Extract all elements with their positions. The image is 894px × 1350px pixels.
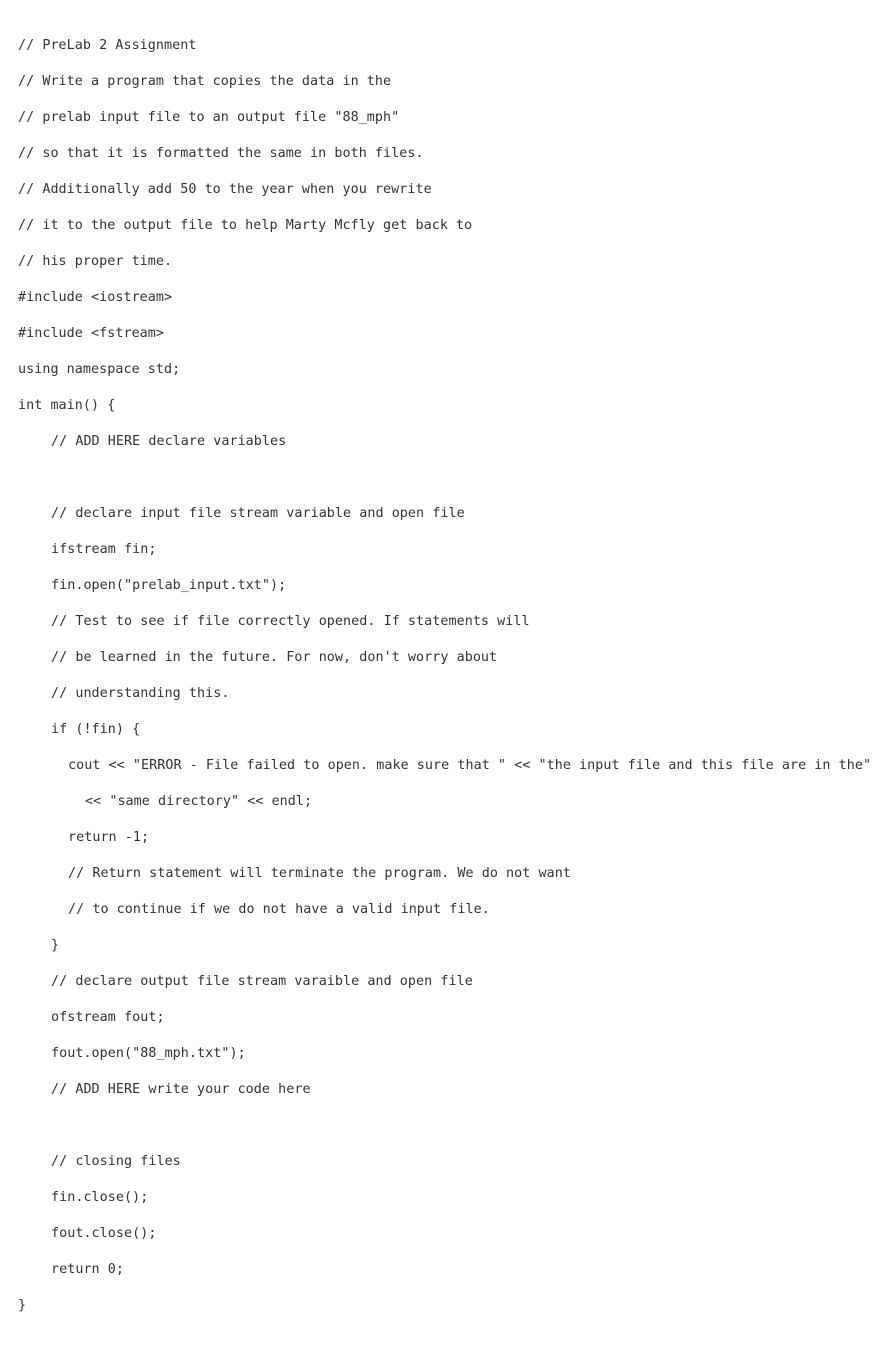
code-line-5: // Additionally add 50 to the year when you rewrite bbox=[18, 182, 432, 197]
code-line-14: // declare input file stream variable and open file bbox=[51, 506, 465, 521]
code-line-32: // closing files bbox=[51, 1154, 181, 1169]
code-line-21: cout << "ERROR - File failed to open. make sure that " << "the input file and this file are in the" bbox=[68, 758, 872, 773]
code-line-11: int main() { bbox=[18, 398, 116, 413]
code-line-13 bbox=[18, 460, 888, 496]
code-line-7: // his proper time. bbox=[18, 254, 173, 269]
code-line-23: return -1; bbox=[68, 830, 150, 845]
code-line-16: fin.open("prelab_input.txt"); bbox=[51, 578, 287, 593]
code-line-10: using namespace std; bbox=[18, 362, 181, 377]
code-line-1: // PreLab 2 Assignment bbox=[18, 38, 197, 53]
code-line-26: } bbox=[51, 938, 60, 953]
code-line-4: // so that it is formatted the same in both files. bbox=[18, 146, 424, 161]
code-line-17: // Test to see if file correctly opened. If statements will bbox=[51, 614, 530, 629]
code-line-34: fout.close(); bbox=[51, 1226, 157, 1241]
code-line-33: fin.close(); bbox=[51, 1190, 149, 1205]
code-line-29: fout.open("88_mph.txt"); bbox=[51, 1046, 246, 1061]
code-line-8: #include <iostream> bbox=[18, 290, 173, 305]
code-line-31 bbox=[18, 1108, 888, 1144]
code-line-9: #include <fstream> bbox=[18, 326, 165, 341]
code-line-20: if (!fin) { bbox=[51, 722, 141, 737]
code-line-30: // ADD HERE write your code here bbox=[51, 1082, 311, 1097]
code-line-36: } bbox=[18, 1298, 27, 1313]
code-listing bbox=[18, 28, 888, 1324]
code-line-28: ofstream fout; bbox=[51, 1010, 165, 1025]
code-line-3: // prelab input file to an output file "88_mph" bbox=[18, 110, 400, 125]
code-line-25: // to continue if we do not have a valid input file. bbox=[68, 902, 490, 917]
code-line-22: << "same directory" << endl; bbox=[85, 794, 313, 809]
code-line-24: // Return statement will terminate the program. We do not want bbox=[68, 866, 571, 881]
code-line-18: // be learned in the future. For now, don't worry about bbox=[51, 650, 498, 665]
code-line-35: return 0; bbox=[51, 1262, 125, 1277]
code-line-27: // declare output file stream varaible and open file bbox=[51, 974, 473, 989]
code-line-6: // it to the output file to help Marty Mcfly get back to bbox=[18, 218, 473, 233]
code-line-15: ifstream fin; bbox=[51, 542, 157, 557]
code-line-19: // understanding this. bbox=[51, 686, 230, 701]
code-line-2: // Write a program that copies the data in the bbox=[18, 74, 392, 89]
code-line-12: // ADD HERE declare variables bbox=[51, 434, 287, 449]
